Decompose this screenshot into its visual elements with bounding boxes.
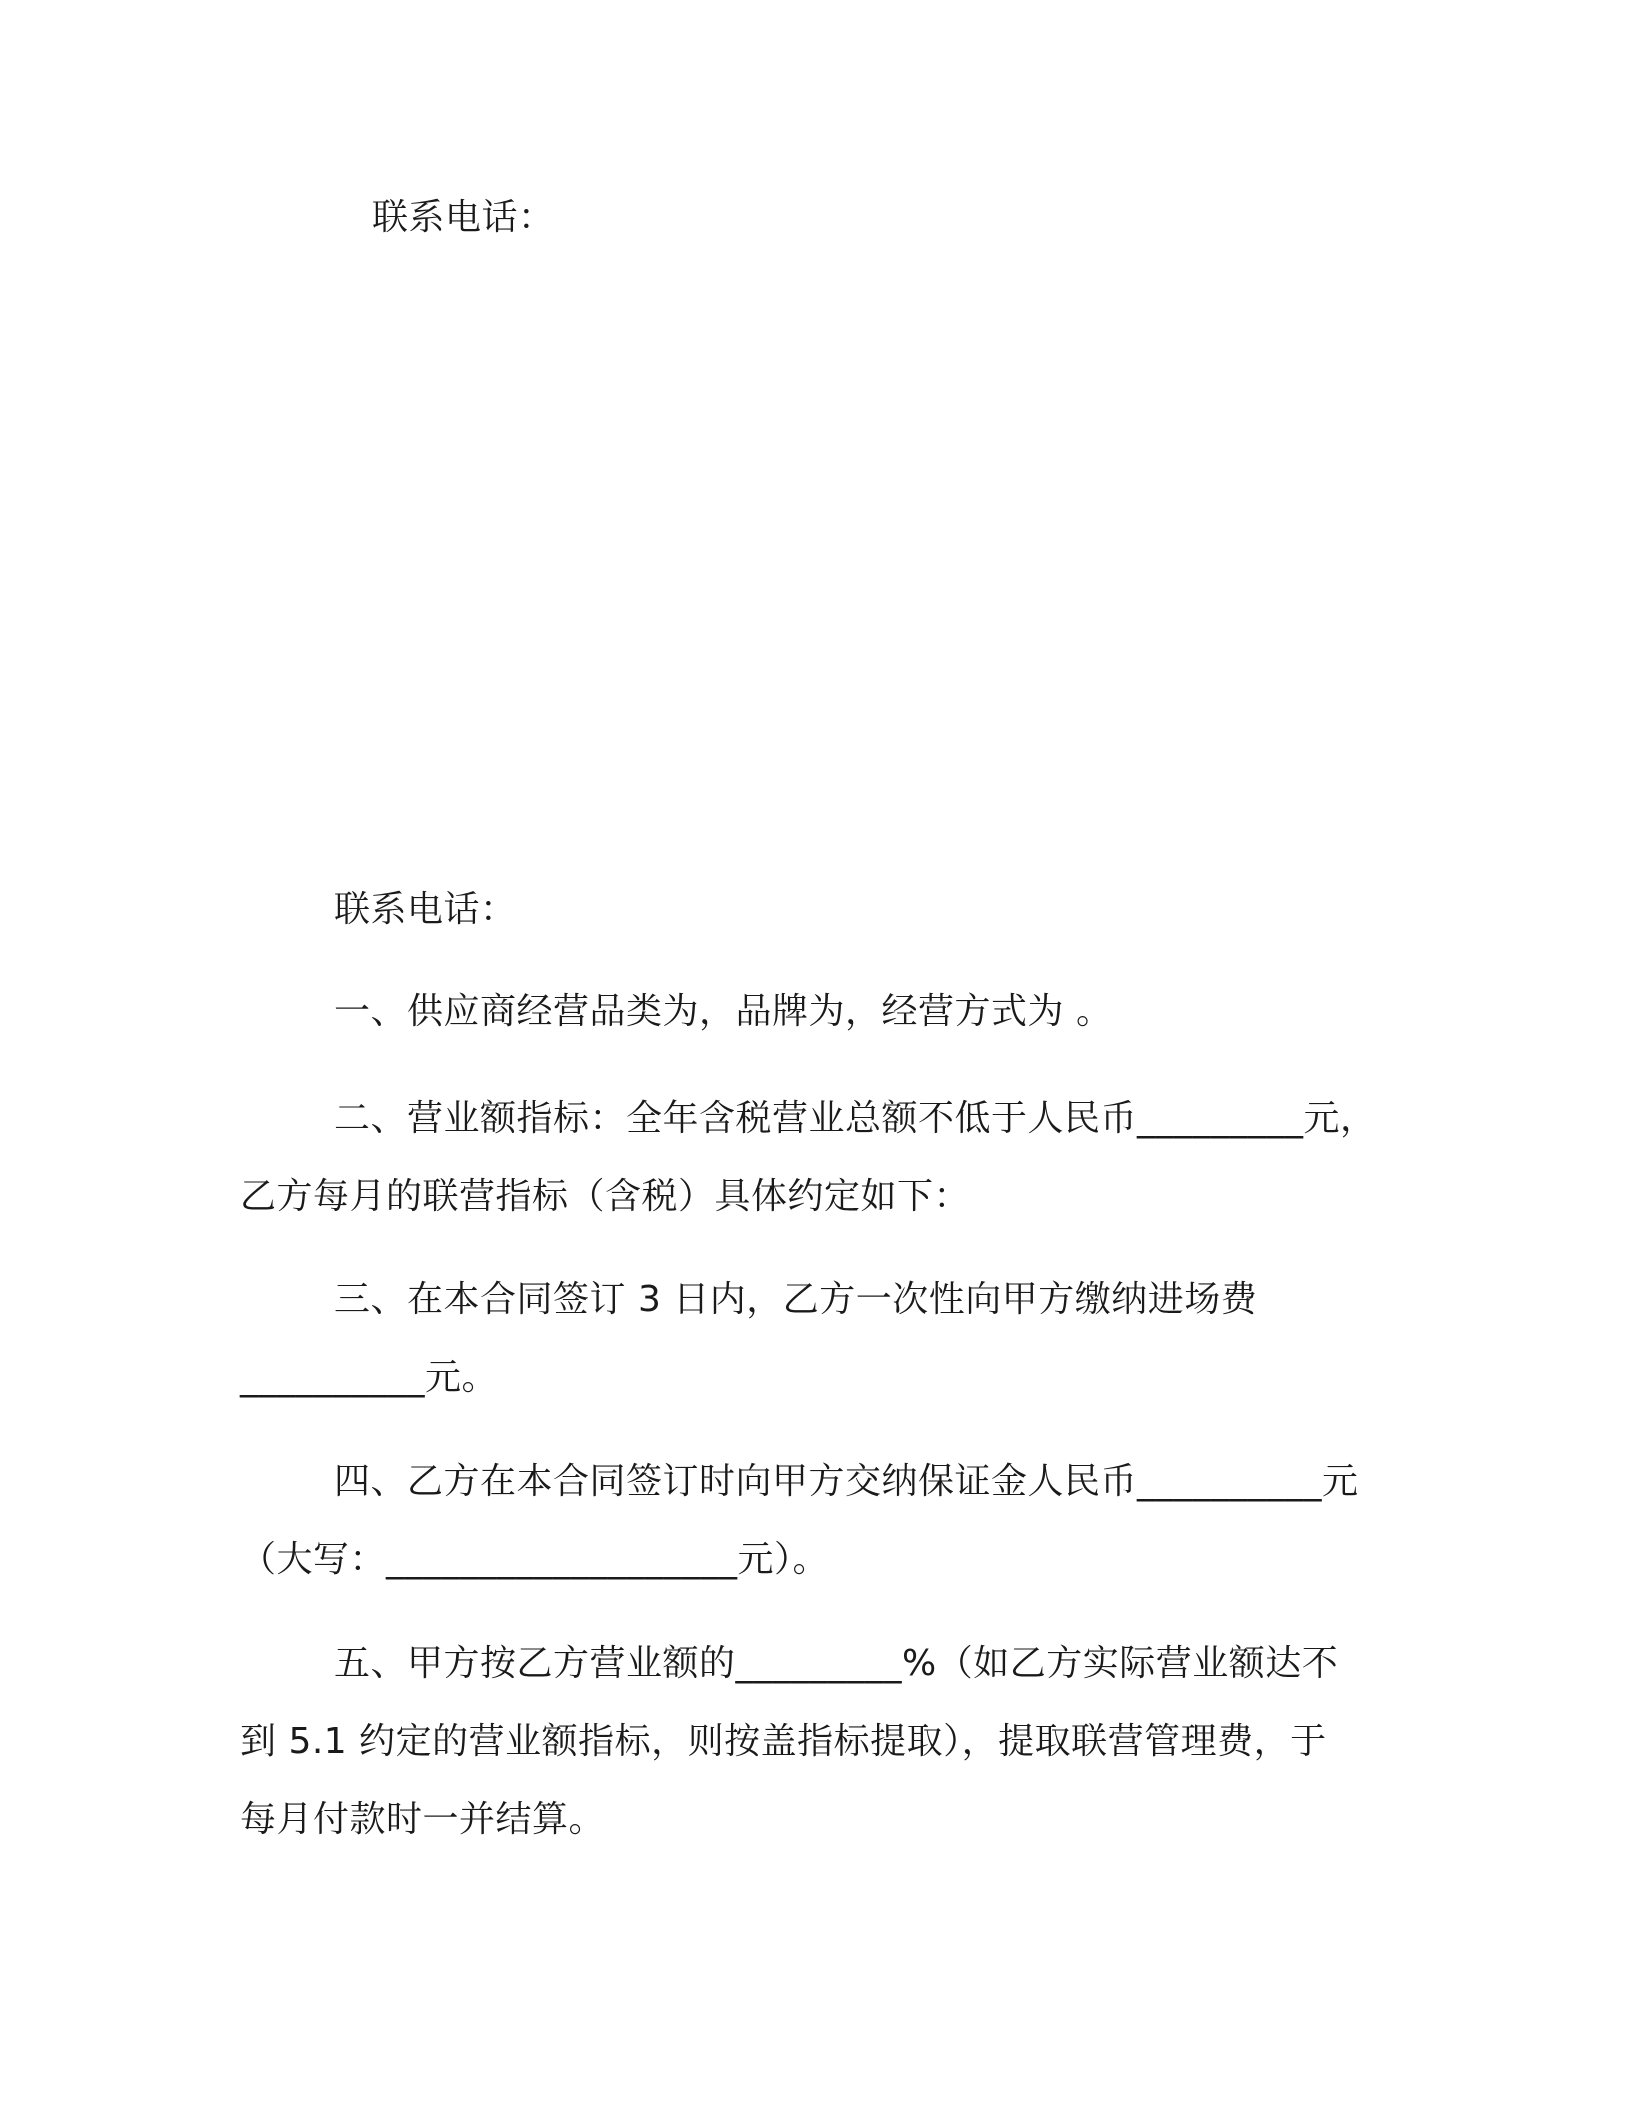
clause-5-text-line-3: 每月付款时一并结算。 — [240, 1799, 606, 1840]
clause-3-text-line-2: __________元。 — [240, 1357, 499, 1398]
contact-phone-label-top: 联系电话： — [372, 197, 555, 238]
clause-1-text: 一、供应商经营品类为，品牌为，经营方式为 。 — [334, 991, 1113, 1032]
clause-4-text-line-2: （大写：___________________元）。 — [240, 1539, 830, 1580]
clause-5-text-line-1: 五、甲方按乙方营业额的_________%（如乙方实际营业额达不 — [334, 1643, 1339, 1684]
contact-phone-label: 联系电话： — [334, 889, 517, 930]
clause-2-text-line-1: 二、营业额指标：全年含税营业总额不低于人民币_________元， — [334, 1098, 1377, 1139]
clause-5-text-line-2: 到 5.1 约定的营业额指标，则按盖指标提取），提取联营管理费，于 — [240, 1721, 1327, 1762]
clause-3-text-line-1: 三、在本合同签订 3 日内，乙方一次性向甲方缴纳进场费 — [334, 1279, 1258, 1320]
clause-4-text-line-1: 四、乙方在本合同签订时向甲方交纳保证金人民币__________元 — [334, 1461, 1359, 1502]
clause-2-text-line-2: 乙方每月的联营指标（含税）具体约定如下： — [240, 1176, 971, 1217]
